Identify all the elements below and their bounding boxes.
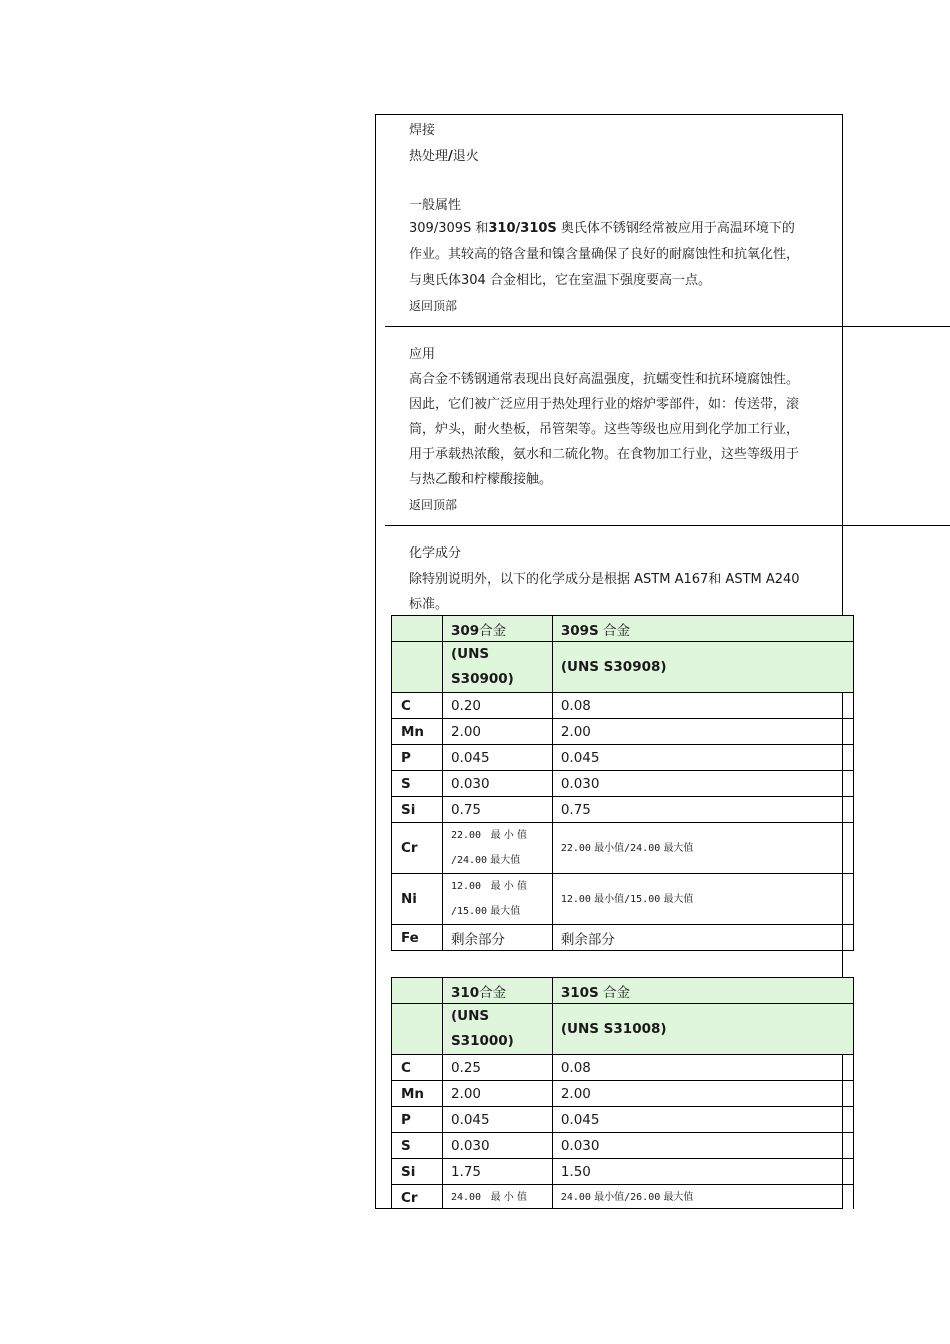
table-row: Cr 24.00 最 小 值 24.00 最小值/26.00 最大值 <box>392 1185 854 1210</box>
back-to-top-link[interactable]: 返回顶部 <box>409 498 458 512</box>
welding-link[interactable]: 焊接 <box>409 123 436 138</box>
table-uns-row: (UNS S31000) (UNS S31008) <box>392 1004 854 1055</box>
table-row: Si 0.75 0.75 <box>392 797 854 823</box>
general-heading: 一般属性 <box>409 198 462 213</box>
general-line-3: 与奥氏体304 合金相比，它在室温下强度要高一点。 <box>409 273 711 288</box>
table-row: Si 1.75 1.50 <box>392 1159 854 1185</box>
divider <box>385 525 950 526</box>
applications-line-4: 用于承载热浓酸，氨水和二硫化物。在食物加工行业，这些等级用于 <box>409 447 800 462</box>
chemistry-intro-line-2: 标准。 <box>409 597 449 612</box>
chemistry-heading: 化学成分 <box>409 546 462 561</box>
chemistry-intro-line-1: 除特别说明外，以下的化学成分是根据 ASTM A167和 ASTM A240 <box>409 572 800 587</box>
table-row: Mn 2.00 2.00 <box>392 719 854 745</box>
composition-table-309 <box>391 615 854 952</box>
general-line-1: 309/309S 和310/310S 奥氏体不锈钢经常被应用于高温环境下的 <box>409 221 795 236</box>
back-to-top-link[interactable]: 返回顶部 <box>409 299 458 313</box>
heat-treatment-link[interactable]: 热处理/退火 <box>409 149 479 164</box>
table-row: Cr 22.00 最 小 值 /24.00 最大值 22.00 最小值/24.00 最大值 <box>392 823 854 874</box>
table-row: Ni 12.00 最 小 值 /15.00 最大值 12.00 最小值/15.00 最大值 <box>392 874 854 925</box>
composition-table-310 <box>391 977 854 1209</box>
applications-line-3: 筒，炉头，耐火垫板，吊管架等。这些等级也应用到化学加工行业， <box>409 422 800 437</box>
table-row: Fe 剩余部分 剩余部分 <box>392 925 854 951</box>
table-uns-row: (UNS S30900) (UNS S30908) <box>392 642 854 693</box>
applications-line-2: 因此，它们被广泛应用于热处理行业的熔炉零部件，如：传送带，滚 <box>409 397 800 412</box>
table-row: P 0.045 0.045 <box>392 1107 854 1133</box>
applications-line-5: 与热乙酸和柠檬酸接触。 <box>409 472 553 487</box>
table-row: C 0.25 0.08 <box>392 1055 854 1081</box>
table-row: S 0.030 0.030 <box>392 1133 854 1159</box>
general-line-2: 作业。其较高的铬含量和镍含量确保了良好的耐腐蚀性和抗氧化性， <box>409 247 800 262</box>
table-header-row: 310合金 310S 合金 <box>392 978 854 1004</box>
divider <box>385 326 950 327</box>
table-row: S 0.030 0.030 <box>392 771 854 797</box>
applications-line-1: 高合金不锈钢通常表现出良好高温强度，抗蠕变性和抗环境腐蚀性。 <box>409 372 800 387</box>
table-row: C 0.20 0.08 <box>392 693 854 719</box>
applications-heading: 应用 <box>409 347 436 362</box>
table-row: P 0.045 0.045 <box>392 745 854 771</box>
table-header-row: 309合金 309S 合金 <box>392 616 854 642</box>
table-row: Mn 2.00 2.00 <box>392 1081 854 1107</box>
